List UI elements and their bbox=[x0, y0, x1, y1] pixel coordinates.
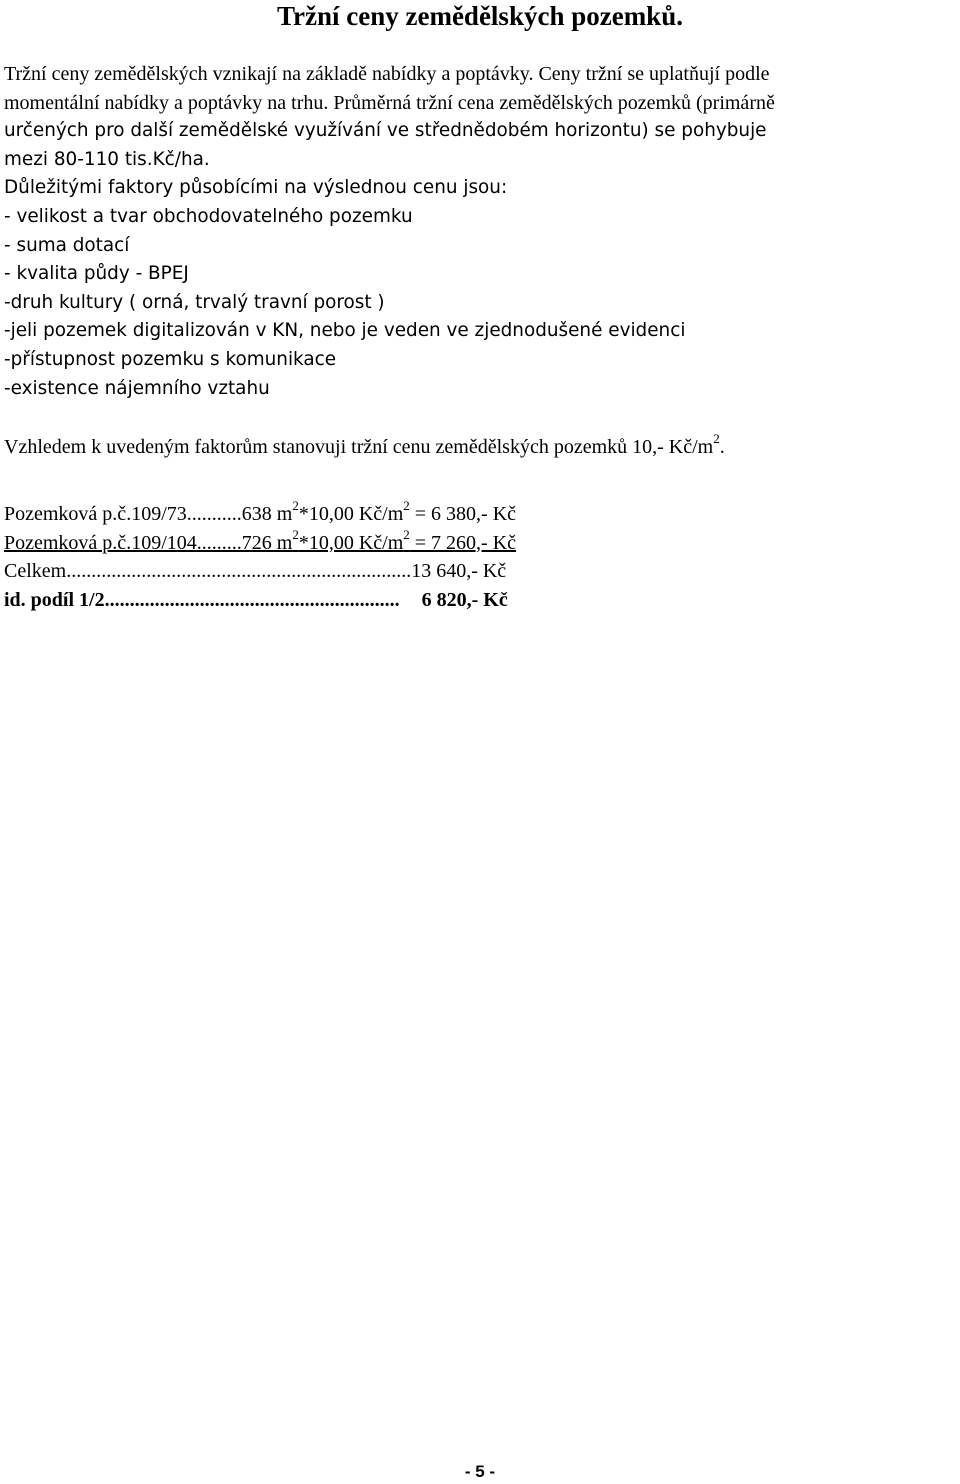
intro-line: určených pro další zemědělské využívání ve střednědobém horizontu) se pohybuje bbox=[4, 120, 767, 142]
conclusion-text: Vzhledem k uvedeným faktorům stanovuji tržní cenu zemědělských pozemků 10,- Kč/m bbox=[4, 436, 714, 458]
intro-line: mezi 80-110 tis.Kč/ha. bbox=[4, 148, 210, 170]
calc-superscript: 2 bbox=[292, 498, 299, 514]
factor-item: -přístupnost pozemku s komunikace bbox=[4, 348, 337, 370]
share-value: 6 820,- Kč bbox=[421, 588, 508, 611]
calculation-section bbox=[4, 500, 516, 614]
page-number: - 5 - bbox=[464, 1462, 496, 1481]
calc-prefix: Pozemková p.č.109/73...........638 m bbox=[4, 503, 293, 525]
calc-middle: *10,00 Kč/m bbox=[298, 531, 404, 554]
calc-superscript: 2 bbox=[403, 526, 410, 542]
calc-result: = 6 380,- Kč bbox=[409, 503, 517, 525]
calc-middle: *10,00 Kč/m bbox=[298, 503, 404, 525]
document-title: Tržní ceny zemědělských pozemků. bbox=[277, 1, 683, 31]
conclusion-end: . bbox=[719, 436, 725, 458]
intro-line: Tržní ceny zemědělských vznikají na základě nabídky a poptávky. Ceny tržní se uplatňují podle bbox=[4, 63, 770, 85]
intro-section bbox=[4, 60, 954, 403]
factors-heading: Důležitými faktory působícími na výslednou cenu jsou: bbox=[4, 177, 508, 199]
calc-result: = 7 260,- Kč bbox=[409, 531, 517, 554]
share-label: id. podíl 1/2........................................................... bbox=[4, 588, 400, 611]
factor-item: - suma dotací bbox=[4, 234, 130, 256]
intro-line: momentální nabídky a poptávky na trhu. Průměrná tržní cena zemědělských pozemků (primárně bbox=[4, 91, 775, 114]
calc-superscript: 2 bbox=[403, 498, 410, 514]
conclusion-superscript: 2 bbox=[713, 431, 720, 447]
calculation-row bbox=[4, 526, 517, 558]
calc-prefix: Pozemková p.č.109/104.........726 m bbox=[4, 531, 293, 554]
calc-superscript: 2 bbox=[292, 526, 299, 542]
calculation-row bbox=[4, 500, 516, 529]
factor-item: -druh kultury ( orná, trvalý travní porost ) bbox=[4, 291, 385, 313]
factor-item: -existence nájemního vztahu bbox=[4, 377, 270, 399]
conclusion-paragraph bbox=[4, 433, 725, 461]
share-row bbox=[4, 586, 516, 615]
factor-item: -jeli pozemek digitalizován v KN, nebo je veden ve zjednodušené evidenci bbox=[4, 320, 686, 342]
factor-item: - kvalita půdy - BPEJ bbox=[4, 263, 189, 285]
factor-item: - velikost a tvar obchodovatelného pozemku bbox=[4, 205, 413, 227]
total-row: Celkem.....................................................................13 640,- Kč bbox=[4, 560, 507, 583]
